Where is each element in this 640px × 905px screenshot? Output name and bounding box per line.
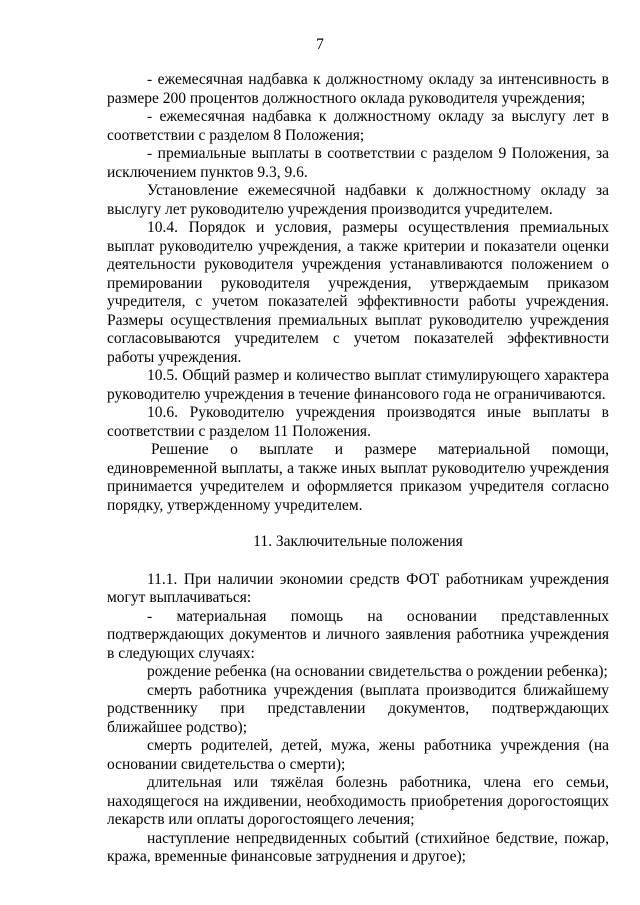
paragraph: 11.1. При наличии экономии средств ФОТ работникам учреждения могут выплачиваться: — [107, 570, 609, 606]
paragraph: Установление ежемесячной надбавки к должностному окладу за выслугу лет руководителю учреждения производится учредителем. — [107, 182, 609, 218]
list-item: длительная или тяжёлая болезнь работника, члена его семьи, находящегося на иждивении, необходимость приобретения дорогостоящих лекарств или оплаты дорогостоящего лечения; — [107, 774, 609, 828]
paragraph: - ежемесячная надбавка к должностному окладу за интенсивность в размере 200 процентов должностного оклада руководителя учреждения; — [107, 71, 609, 107]
list-item: наступление непредвиденных событий (стихийное бедствие, пожар, кража, временные финансовые затруднения и другое); — [107, 829, 609, 865]
page-number: 7 — [316, 36, 324, 53]
list-item: смерть родителей, детей, мужа, жены работника учреждения (на основании свидетельства о смерти); — [107, 737, 609, 773]
paragraph: - ежемесячная надбавка к должностному окладу за выслугу лет в соответствии с разделом 8 Положения; — [107, 108, 609, 144]
paragraph: 10.4. Порядок и условия, размеры осуществления премиальных выплат руководителю учреждения, а также критерии и показатели оценки деятельности руководителя учреждения устанавливаются положением о премировании руководителя учреждения, утверждаемым приказом учредителя, с учетом показателей эффективности работы учреждения. Размеры осуществления премиальных выплат руководителю учреждения согласовываются учредителем с учетом показателей эффективности работы учреждения. — [107, 219, 609, 366]
section-heading: 11. Заключительные положения — [253, 533, 463, 550]
document-body — [107, 71, 609, 867]
spacer — [107, 552, 609, 571]
paragraph: 10.6. Руководителю учреждения производятся иные выплаты в соответствии с разделом 11 Положения. — [107, 404, 609, 440]
paragraph: 10.5. Общий размер и количество выплат стимулирующего характера руководителю учреждения в течение финансового года не ограничиваются. — [107, 367, 609, 403]
paragraph: - премиальные выплаты в соответствии с разделом 9 Положения, за исключением пунктов 9.3, 9.6. — [107, 145, 609, 181]
paragraph: - материальная помощь на основании представленных подтверждающих документов и личного заявления работника учреждения в следующих случаях: — [107, 607, 609, 662]
paragraph: Решение о выплате и размере материальной помощи, единовременной выплаты, а также иных выплат руководителю учреждения принимается учредителем и оформляется приказом учредителя согласно порядку, утвержденному учредителем. — [107, 441, 609, 514]
spacer — [107, 515, 609, 533]
list-item: смерть работника учреждения (выплата производится ближайшему родственнику при представлении документов, подтверждающих ближайшее родство); — [107, 681, 609, 736]
list-item: рождение ребенка (на основании свидетельства о рождении ребенка); — [147, 663, 608, 680]
